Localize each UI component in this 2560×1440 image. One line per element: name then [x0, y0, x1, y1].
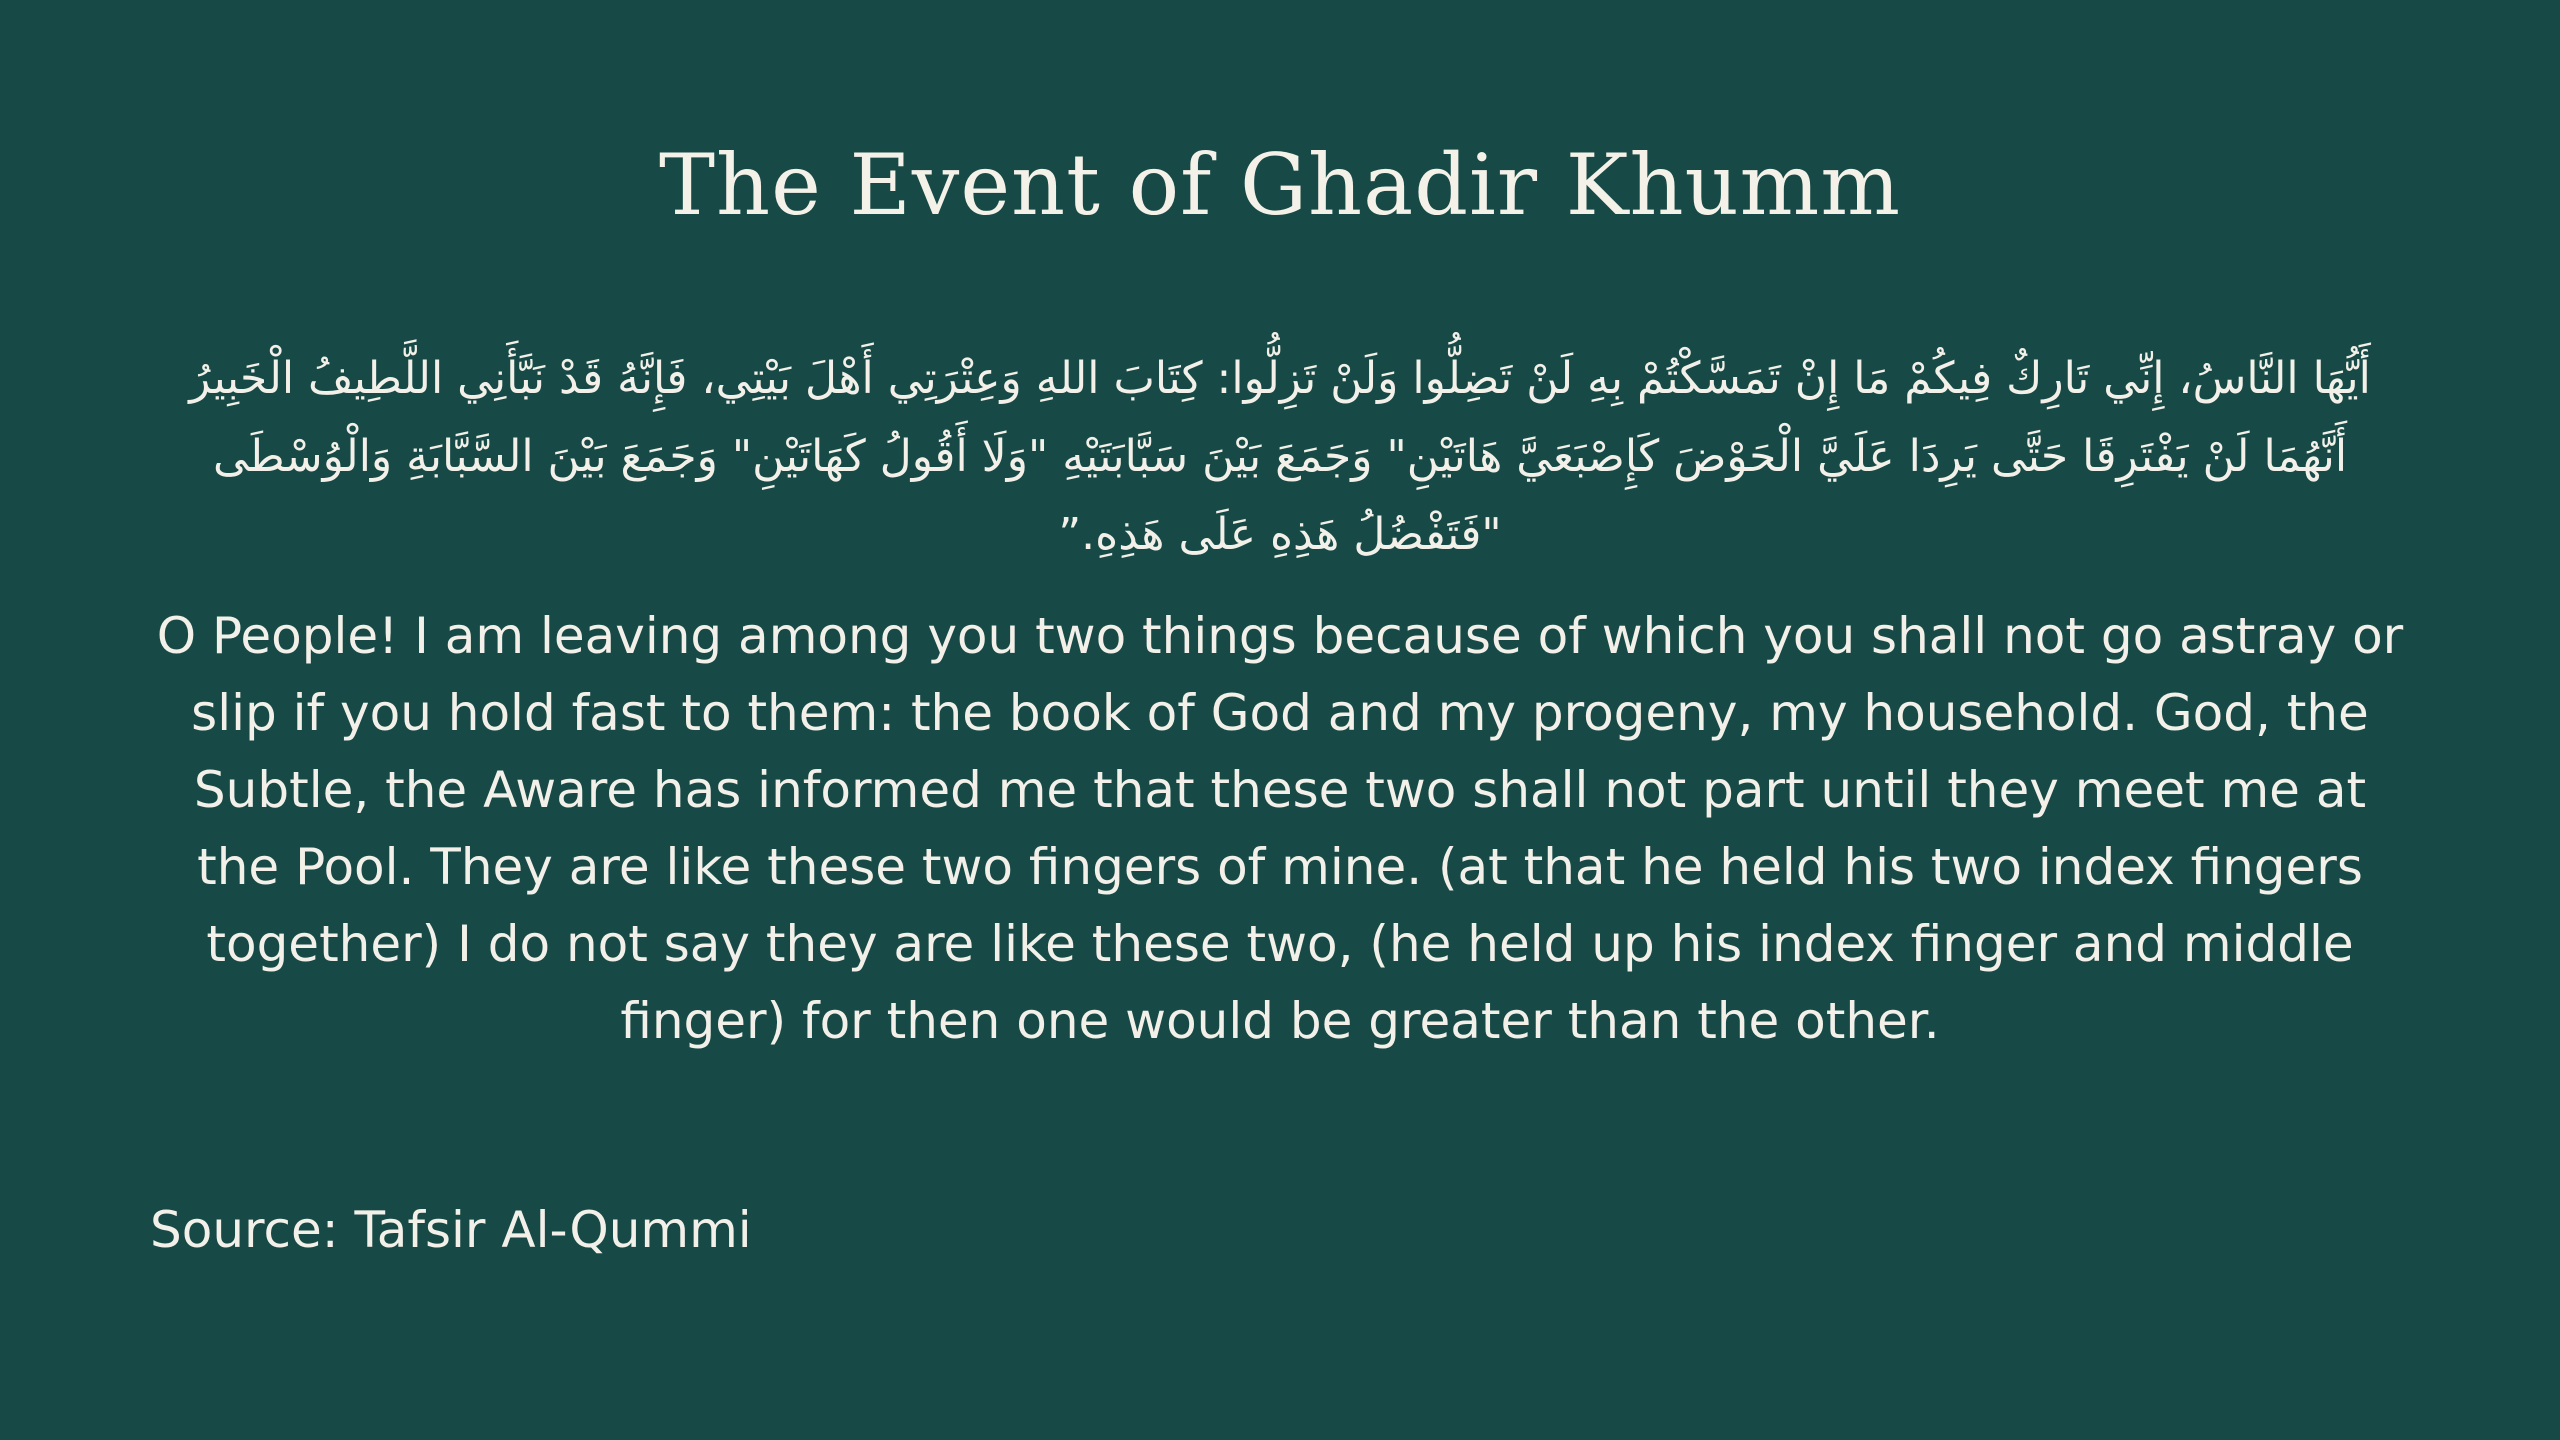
arabic-quote: أَيُّهَا النَّاسُ، إِنِّي تَارِكٌ فِيكُمْ مَا إِنْ تَمَسَّكْتُمْ بِهِ لَنْ تَضِلُّوا وَلَنْ تَزِلُّوا: كِتَابَ اللهِ وَعِتْرَتِي أَهْلَ بَيْتِي، فَإِنَّهُ قَدْ نَبَّأَنِي اللَّطِيفُ الْخَبِيرُ أَنَّهُمَا لَنْ يَفْتَرِقَا حَتَّى يَرِدَا عَلَيَّ الْحَوْضَ كَإِصْبَعَيَّ هَاتَيْنِ" وَجَمَعَ بَيْنَ سَبَّابَتَيْهِ "وَلَا أَقُولُ كَهَاتَيْنِ" وَجَمَعَ بَيْنَ السَّبَّابَةِ وَالْوُسْطَى "فَتَفْضُلُ هَذِهِ عَلَى هَذِهِ.”	[189, 353, 2371, 560]
slide-title: The Event of Ghadir Khumm	[659, 136, 1901, 234]
english-translation: O People! I am leaving among you two things because of which you shall not go astray or slip if you hold fast to them: the book of God and my progeny, my household. God, the Subtle, the Aware has informed me that these two shall not part until they meet me at the Pool. They are like these two fingers of mine. (at that he held his two index fingers together) I do not say they are like these two, (he held up his index finger and middle finger) for then one would be greater than the other.	[156, 607, 2404, 1050]
source-citation: Source: Tafsir Al-Qummi	[150, 1201, 752, 1259]
